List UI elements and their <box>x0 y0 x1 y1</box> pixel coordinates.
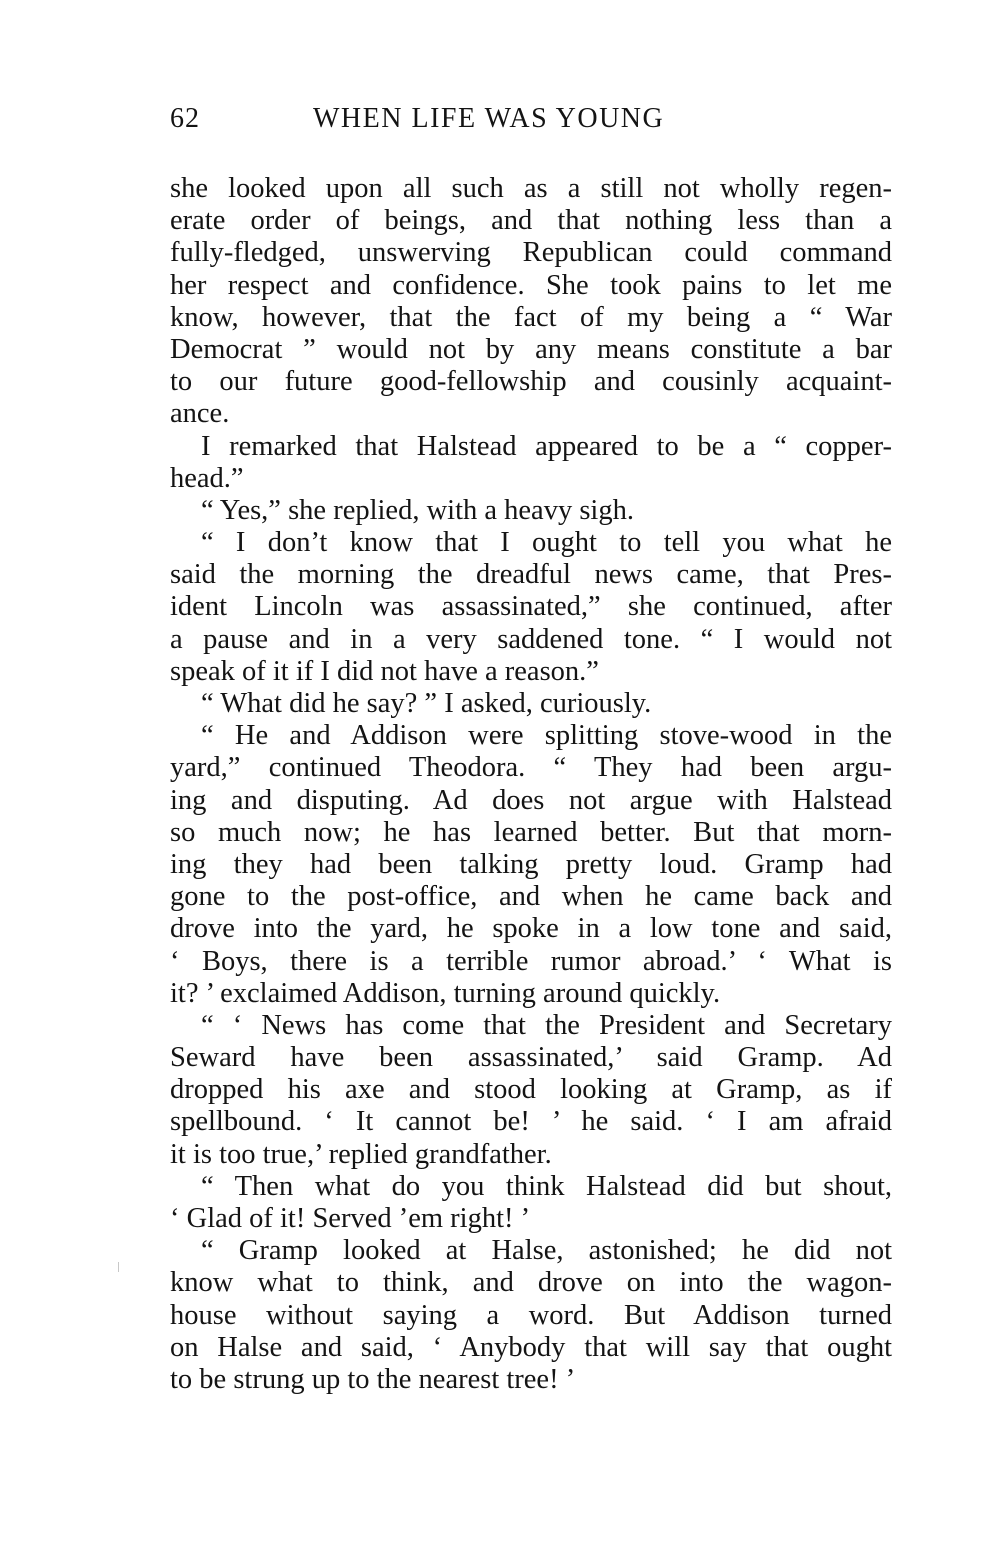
page-number: 62 <box>170 103 200 134</box>
text-line: ‘ Glad of it! Served ’em right! ’ <box>170 1203 531 1234</box>
text-line: ing and disputing. Ad does not argue with Halstead <box>170 784 892 816</box>
text-line: she looked upon all such as a still not wholly regen- <box>170 173 892 204</box>
text-line: “ Yes,” she replied, with a heavy sigh. <box>201 494 634 526</box>
text-line: it? ’ exclaimed Addison, turning around quickly. <box>170 977 721 1009</box>
text-line: drove into the yard, he spoke in a low tone and said, <box>170 913 892 945</box>
text-line: Democrat ” would not by any means constitute a bar <box>170 333 892 365</box>
text-line: fully-fledged, unswerving Republican could command <box>170 237 892 269</box>
text-line: yard,” continued Theodora. “ They had been argu- <box>170 752 892 784</box>
text-line: “ I don’t know that I ought to tell you what he <box>201 527 892 559</box>
text-line: head.” <box>170 462 244 494</box>
text-line: ance. <box>170 398 230 430</box>
body-text <box>170 173 892 1396</box>
text-line: erate order of beings, and that nothing less than a <box>170 205 892 237</box>
text-line: ‘ Boys, there is a terrible rumor abroad.’ ‘ What is <box>170 945 892 977</box>
margin-mark <box>118 1262 119 1272</box>
text-line: “ Gramp looked at Halse, astonished; he did not <box>201 1235 892 1267</box>
text-line: said the morning the dreadful news came, that Pres- <box>170 559 892 591</box>
text-line: a pause and in a very saddened tone. “ I would not <box>170 623 892 655</box>
text-line: house without saying a word. But Addison turned <box>170 1299 892 1331</box>
text-line: “ Then what do you think Halstead did but shout, <box>201 1170 892 1202</box>
text-line: it is too true,’ replied grandfather. <box>170 1138 552 1170</box>
text-line: Seward have been assassinated,’ said Gramp. Ad <box>170 1042 892 1074</box>
text-line: speak of it if I did not have a reason.” <box>170 655 599 687</box>
running-head <box>170 103 892 143</box>
text-line: I remarked that Halstead appeared to be a “ copper- <box>201 430 892 462</box>
text-line: to be strung up to the nearest tree! ’ <box>170 1363 576 1395</box>
text-line: so much now; he has learned better. But that morn- <box>170 816 892 848</box>
book-title: WHEN LIFE WAS YOUNG <box>313 103 665 134</box>
text-line: “ What did he say? ” I asked, curiously. <box>201 688 652 719</box>
text-line: ident Lincoln was assassinated,” she continued, after <box>170 591 892 623</box>
text-line: “ ‘ News has come that the President and Secretary <box>201 1009 892 1041</box>
text-line: her respect and confidence. She took pains to let me <box>170 269 892 301</box>
text-line: “ He and Addison were splitting stove-wood in the <box>201 720 892 752</box>
text-line: know, however, that the fact of my being a “ War <box>170 301 892 333</box>
text-line: dropped his axe and stood looking at Gramp, as if <box>170 1074 892 1106</box>
text-line: ing they had been talking pretty loud. Gramp had <box>170 848 892 880</box>
text-line: spellbound. ‘ It cannot be! ’ he said. ‘ I am afraid <box>170 1106 892 1138</box>
text-line: to our future good-fellowship and cousinly acquaint- <box>170 366 892 398</box>
text-line: on Halse and said, ‘ Anybody that will say that ought <box>170 1331 892 1363</box>
text-line: gone to the post-office, and when he came back and <box>170 881 892 913</box>
text-line: know what to think, and drove on into the wagon- <box>170 1267 892 1299</box>
